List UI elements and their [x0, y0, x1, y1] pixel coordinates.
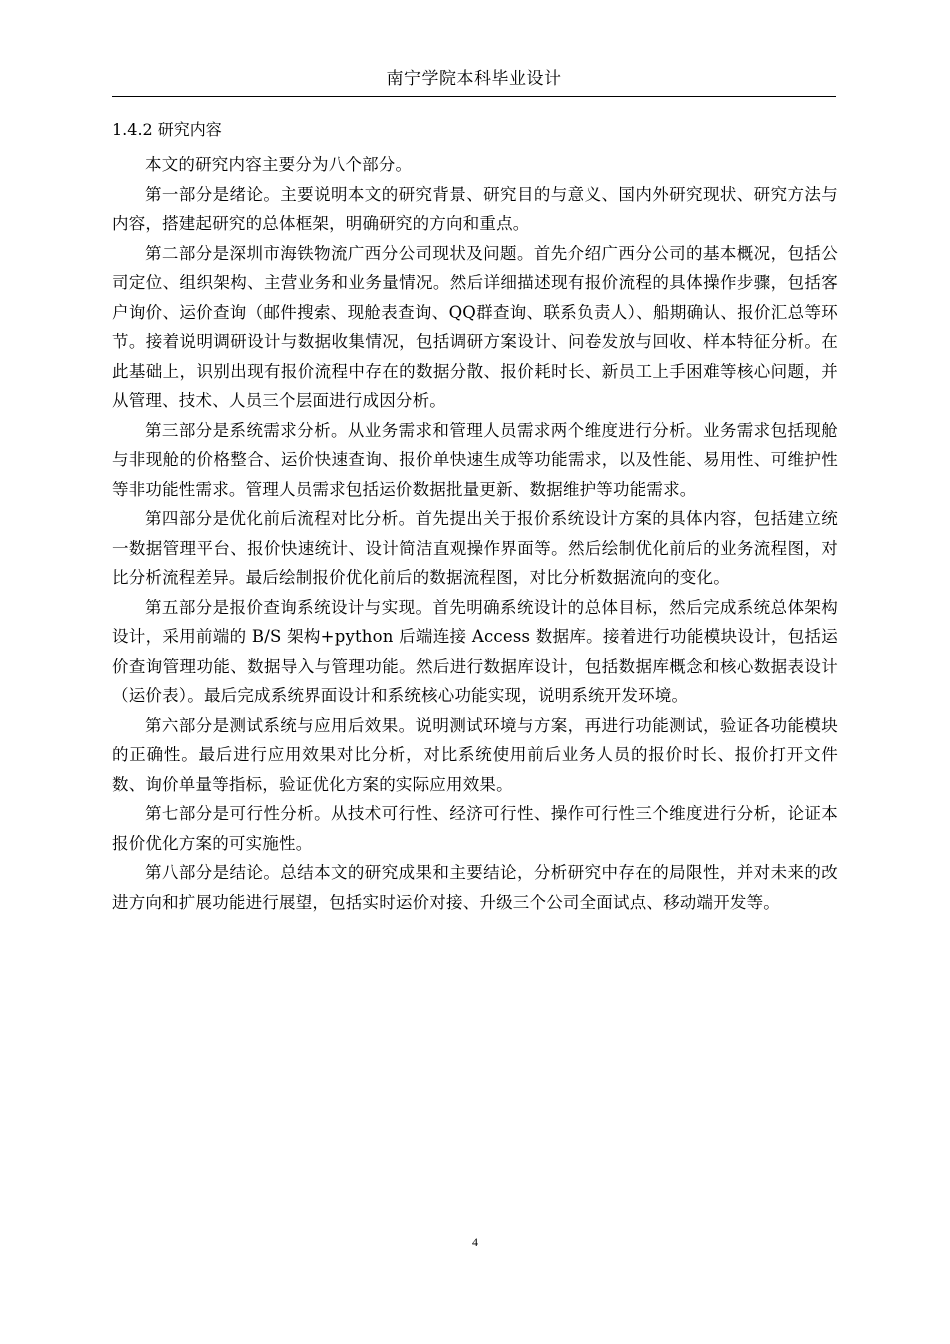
paragraph-intro: 本文的研究内容主要分为八个部分。 — [145, 155, 413, 174]
paragraph-part-3: 第三部分是系统需求分析。从业务需求和管理人员需求两个维度进行分析。业务需求包括现舱与非现舱的价格整合、运价快速查询、报价单快速生成等功能需求，以及性能、易用性、可维护性等非功能性需求。管理人员需求包括运价数据批量更新、数据维护等功能需求。 — [112, 420, 838, 499]
document-body — [112, 114, 838, 917]
paragraph-part-4: 第四部分是优化前后流程对比分析。首先提出关于报价系统设计方案的具体内容，包括建立统一数据管理平台、报价快速统计、设计简洁直观操作界面等。然后绘制优化前后的业务流程图，对比分析流程差异。最后绘制报价优化前后的数据流程图，对比分析数据流向的变化。 — [112, 509, 838, 587]
page-number: 4 — [472, 1235, 478, 1249]
paragraph-part-2: 第二部分是深圳市海铁物流广西分公司现状及问题。首先介绍广西分公司的基本概况，包括公司定位、组织架构、主营业务和业务量情况。然后详细描述现有报价流程的具体操作步骤，包括客户询价、运价查询（邮件搜索、现舱表查询、QQ群查询、联系负责人）、船期确认、报价汇总等环节。接着说明调研设计与数据收集情况，包括调研方案设计、问卷发放与回收、样本特征分析。在此基础上，识别出现有报价流程中存在的数据分散、报价耗时长、新员工上手困难等核心问题，并从管理、技术、人员三个层面进行成因分析。 — [112, 243, 838, 410]
header-title: 南宁学院本科毕业设计 — [386, 69, 562, 89]
section-heading: 1.4.2 研究内容 — [112, 120, 222, 139]
paragraph-part-6: 第六部分是测试系统与应用后效果。说明测试环境与方案，再进行功能测试，验证各功能模块的正确性。最后进行应用效果对比分析，对比系统使用前后业务人员的报价时长、报价打开文件数、询价单量等指标，验证优化方案的实际应用效果。 — [112, 715, 838, 794]
page-header — [112, 62, 836, 97]
paragraph-part-8: 第八部分是结论。总结本文的研究成果和主要结论，分析研究中存在的局限性，并对未来的改进方向和扩展功能进行展望，包括实时运价对接、升级三个公司全面试点、移动端开发等。 — [112, 863, 838, 912]
paragraph-part-5: 第五部分是报价查询系统设计与实现。首先明确系统设计的总体目标，然后完成系统总体架构设计，采用前端的 B/S 架构+python 后端连接 Access 数据库。接着进行功能模块设计，包括运价查询管理功能、数据导入与管理功能。然后进行数据库设计，包括数据库概念和核心数据表设计（运价表）。最后完成系统界面设计和系统核心功能实现，说明系统开发环境。 — [112, 597, 838, 705]
paragraph-part-7: 第七部分是可行性分析。从技术可行性、经济可行性、操作可行性三个维度进行分析，论证本报价优化方案的可实施性。 — [112, 804, 838, 853]
paragraph-part-1: 第一部分是绪论。主要说明本文的研究背景、研究目的与意义、国内外研究现状、研究方法与内容，搭建起研究的总体框架，明确研究的方向和重点。 — [112, 184, 838, 233]
